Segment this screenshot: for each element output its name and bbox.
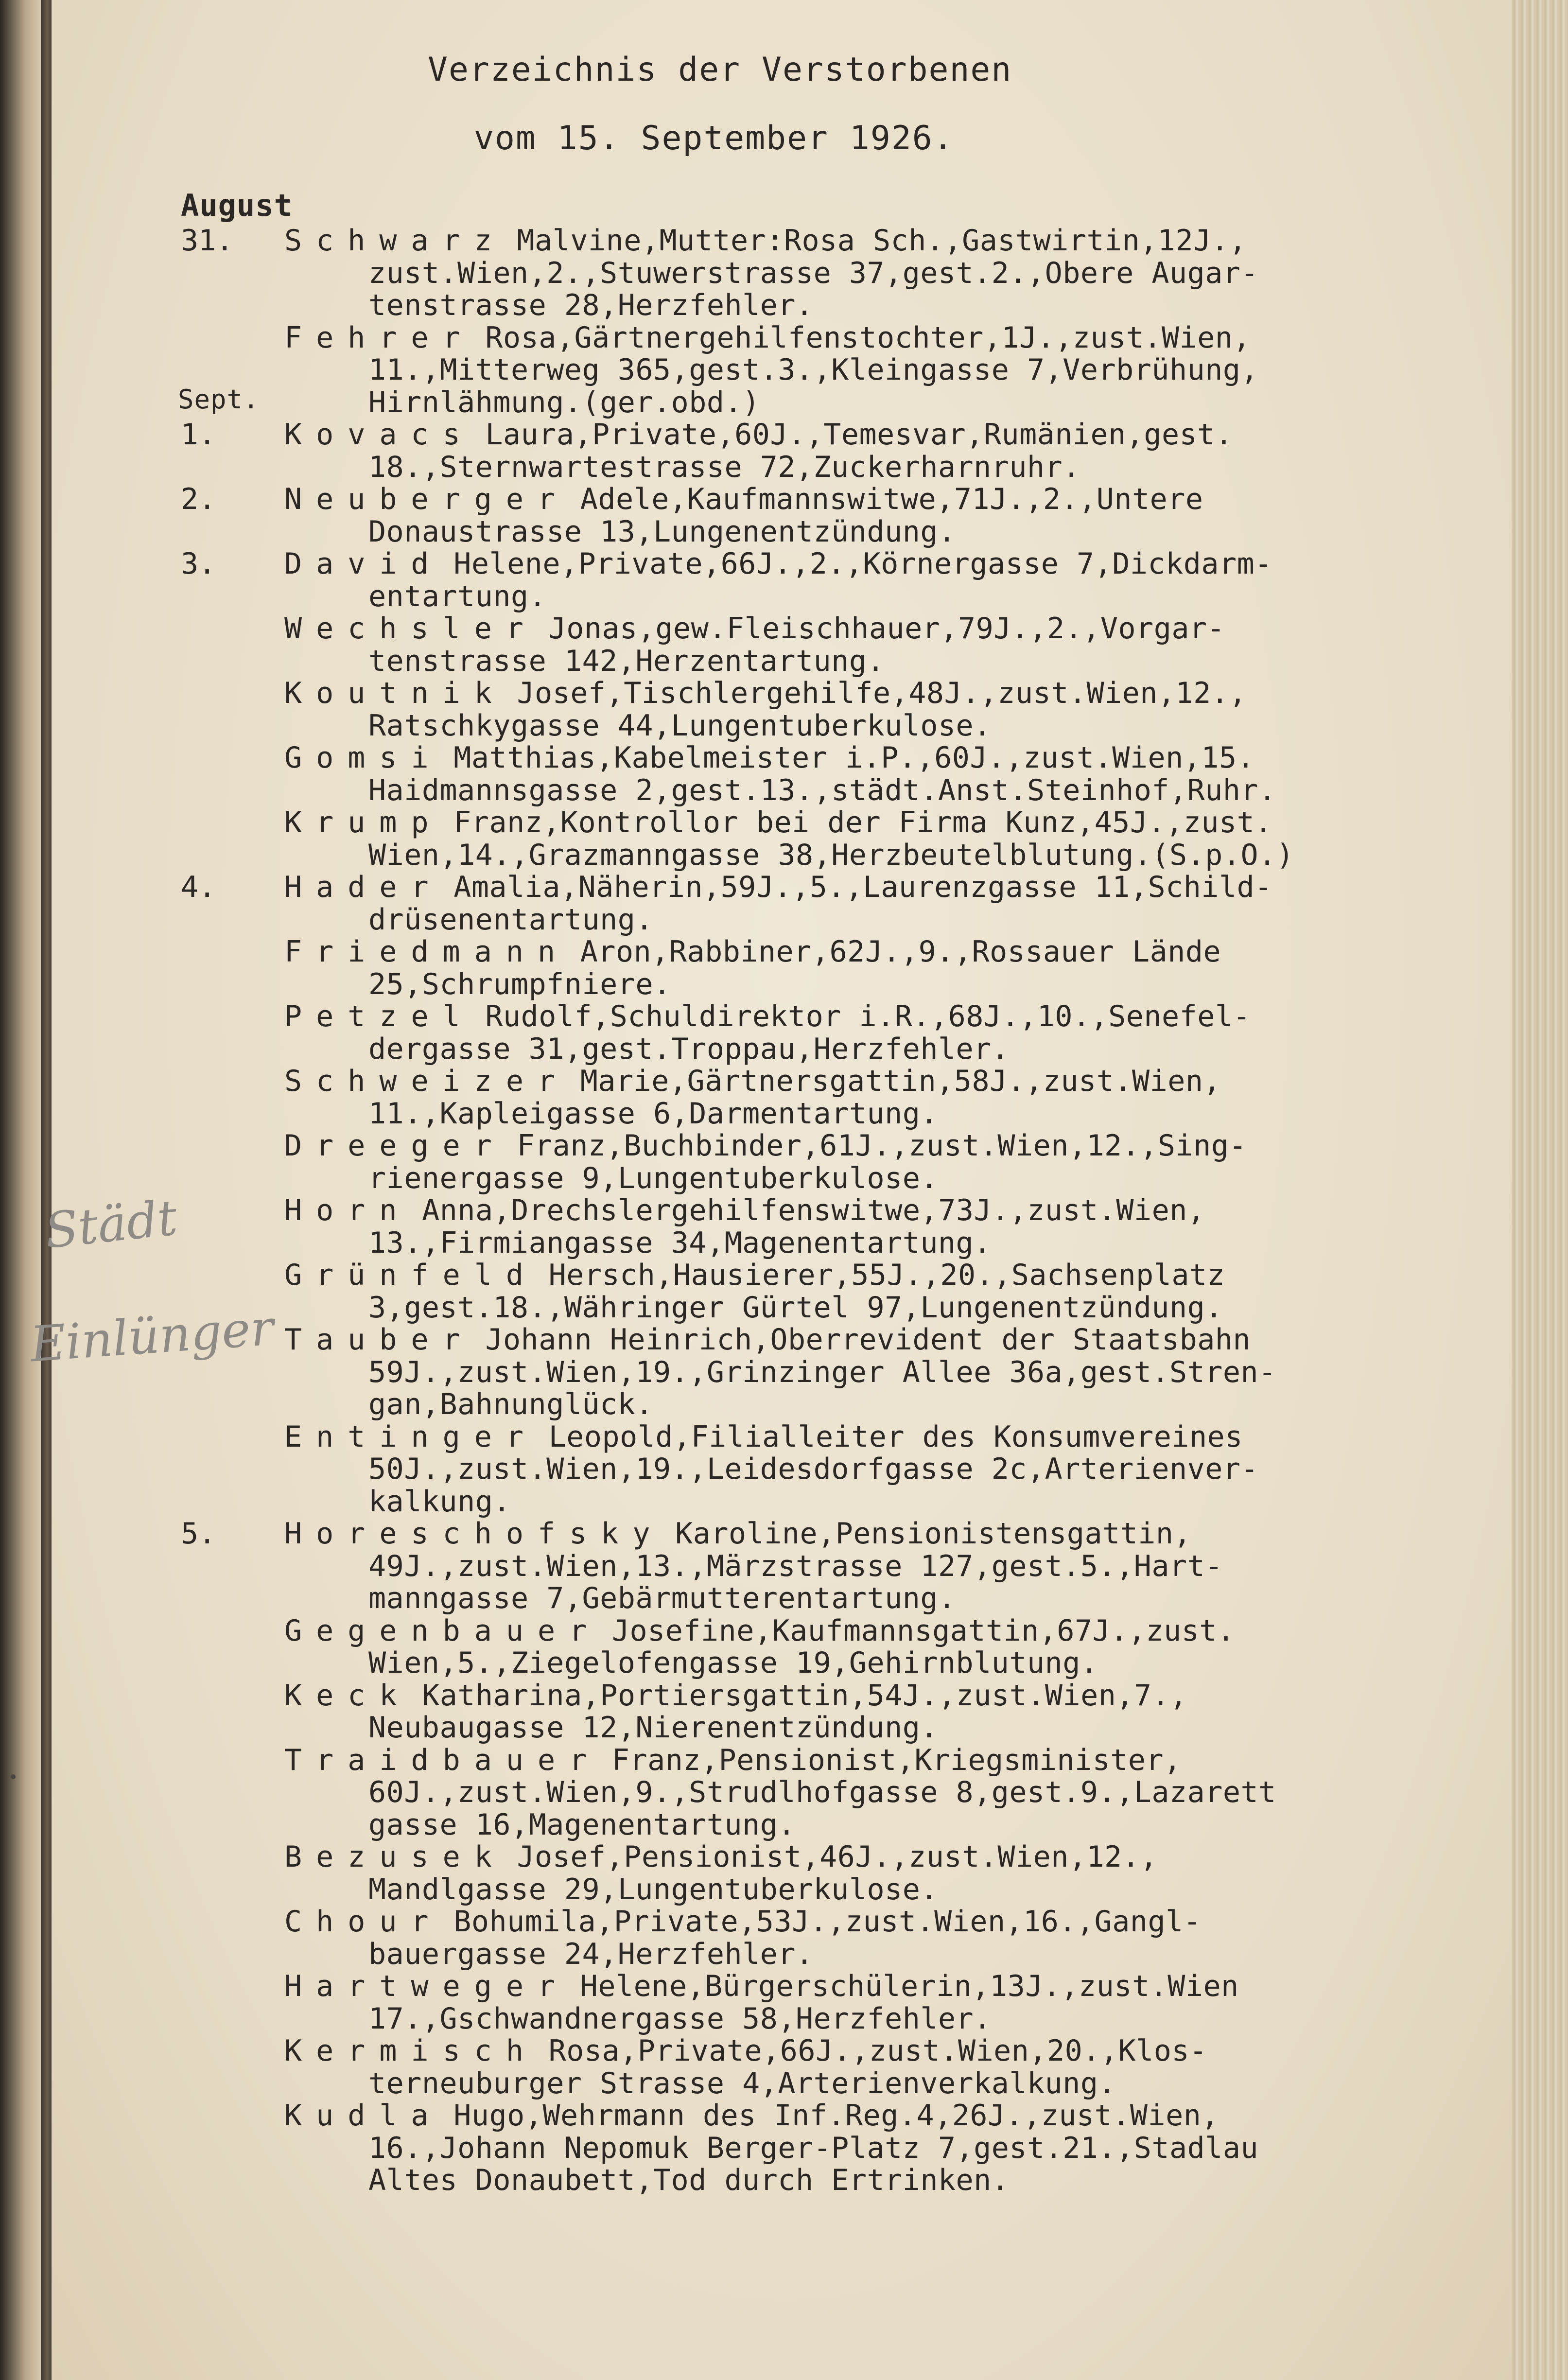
entry-details: Jonas,gew.Fleischhauer,79J.,2.,Vorgar- bbox=[548, 612, 1225, 646]
entry-first-line bbox=[284, 612, 1225, 646]
entry-details: Adele,Kaufmannswitwe,71J.,2.,Untere bbox=[580, 482, 1203, 516]
entry-details: Franz,Pensionist,Kriegsminister, bbox=[611, 1743, 1182, 1777]
entry-details: Hersch,Hausierer,55J.,20.,Sachsenplatz bbox=[548, 1258, 1225, 1292]
entry-continuation-line: Donaustrasse 13,Lungenentzündung. bbox=[368, 514, 956, 549]
month-label-september: Sept. bbox=[178, 384, 260, 415]
entry-continuation-line: tenstrasse 28,Herzfehler. bbox=[368, 288, 814, 322]
entry-details: Helene,Private,66J.,2.,Körnergasse 7,Dickdarm- bbox=[453, 547, 1272, 581]
entry-continuation-line: Haidmannsgasse 2,gest.13.,städt.Anst.Steinhof,Ruhr. bbox=[368, 773, 1276, 807]
entry-date: 1. bbox=[181, 418, 216, 452]
entry-first-line bbox=[284, 1323, 1251, 1357]
entry-continuation-line: 11.,Kapleigasse 6,Darmentartung. bbox=[368, 1096, 938, 1131]
entry-details: Karoline,Pensionistensgattin, bbox=[675, 1517, 1192, 1551]
entry-surname: Schweizer bbox=[284, 1064, 570, 1098]
entry-surname: Entinger bbox=[284, 1419, 538, 1454]
entry-first-line bbox=[284, 1614, 1235, 1648]
entry-details: Aron,Rabbiner,62J.,9.,Rossauer Lände bbox=[580, 935, 1221, 969]
entry-details: Josef,Tischlergehilfe,48J.,zust.Wien,12., bbox=[517, 676, 1247, 710]
facing-page-edge bbox=[0, 0, 47, 2380]
entry-continuation-line: Neubaugasse 12,Nierenentzündung. bbox=[368, 1711, 938, 1745]
entry-details: Laura,Private,60J.,Temesvar,Rumänien,gest. bbox=[485, 418, 1233, 452]
entry-continuation-line: 59J.,zust.Wien,19.,Grinzinger Allee 36a,gest.Stren- bbox=[368, 1355, 1276, 1389]
pencil-mark bbox=[11, 1774, 16, 1779]
entry-surname: Koutnik bbox=[284, 676, 506, 710]
entry-surname: Petzel bbox=[284, 999, 474, 1033]
entry-details: Franz,Buchbinder,61J.,zust.Wien,12.,Sing- bbox=[517, 1129, 1247, 1163]
entry-first-line bbox=[284, 676, 1247, 710]
entry-continuation-line: tenstrasse 142,Herzentartung. bbox=[368, 644, 885, 678]
entry-surname: Kovacs bbox=[284, 418, 474, 452]
entry-first-line bbox=[284, 935, 1221, 969]
page-stack-edge bbox=[1512, 0, 1568, 2380]
entry-surname: Horeschofsky bbox=[284, 1517, 664, 1551]
entry-surname: Hader bbox=[284, 870, 443, 904]
entry-continuation-line: bauergasse 24,Herzfehler. bbox=[368, 1937, 814, 1971]
entry-details: Josefine,Kaufmannsgattin,67J.,zust. bbox=[611, 1613, 1235, 1648]
entry-details: Franz,Kontrollor bei der Firma Kunz,45J.,zust. bbox=[453, 805, 1272, 840]
entry-details: Hugo,Wehrmann des Inf.Reg.4,26J.,zust.Wien, bbox=[453, 2099, 1220, 2133]
entry-surname: Keck bbox=[284, 1678, 411, 1713]
margin-note-stadt: Städt bbox=[42, 1189, 180, 1260]
entry-details: Matthias,Kabelmeister i.P.,60J.,zust.Wien,15. bbox=[453, 741, 1255, 775]
document-subtitle: vom 15. September 1926. bbox=[474, 119, 954, 158]
entry-continuation-line: Hirnlähmung.(ger.obd.) bbox=[368, 385, 760, 420]
entry-details: Anna,Drechslergehilfenswitwe,73J.,zust.Wien, bbox=[422, 1193, 1205, 1227]
entry-first-line bbox=[284, 321, 1251, 355]
entry-surname: Schwarz bbox=[284, 224, 506, 258]
entry-first-line bbox=[284, 547, 1272, 581]
entry-continuation-line: 13.,Firmiangasse 34,Magenentartung. bbox=[368, 1225, 992, 1260]
entry-first-line bbox=[284, 1743, 1182, 1777]
entry-continuation-line: 50J.,zust.Wien,19.,Leidesdorfgasse 2c,Arterienver- bbox=[368, 1452, 1259, 1486]
entry-continuation-line: 11.,Mitterweg 365,gest.3.,Kleingasse 7,Verbrühung, bbox=[368, 353, 1259, 387]
entry-surname: David bbox=[284, 547, 443, 581]
entry-continuation-line: Wien,14.,Grazmanngasse 38,Herzbeutelblutung.(S.p.O.) bbox=[368, 838, 1294, 872]
entry-first-line bbox=[284, 2034, 1207, 2068]
entry-details: Leopold,Filialleiter des Konsumvereines bbox=[548, 1419, 1243, 1454]
entry-surname: Dreeger bbox=[284, 1129, 506, 1163]
entry-date: 3. bbox=[181, 547, 216, 581]
entry-surname: Gomsi bbox=[284, 741, 443, 775]
entry-surname: Friedmann bbox=[284, 935, 570, 969]
entry-continuation-line: terneuburger Strasse 4,Arterienverkalkung. bbox=[368, 2066, 1116, 2100]
entry-continuation-line: 25,Schrumpfniere. bbox=[368, 967, 671, 1001]
entry-surname: Kudla bbox=[284, 2099, 443, 2133]
month-label-august: August bbox=[181, 188, 293, 223]
entry-details: Johann Heinrich,Oberrevident der Staatsbahn bbox=[485, 1323, 1251, 1357]
entry-surname: Kermisch bbox=[284, 2034, 538, 2068]
entry-first-line bbox=[284, 1129, 1247, 1163]
entry-first-line bbox=[284, 805, 1272, 840]
entry-first-line bbox=[284, 224, 1247, 258]
entry-continuation-line: 18.,Sternwartestrasse 72,Zuckerharnruhr. bbox=[368, 450, 1080, 484]
entry-first-line bbox=[284, 1679, 1187, 1713]
entry-details: Marie,Gärtnersgattin,58J.,zust.Wien, bbox=[580, 1064, 1221, 1098]
entry-continuation-line: entartung. bbox=[368, 579, 547, 613]
entry-details: Rosa,Gärtnergehilfenstochter,1J.,zust.Wien, bbox=[485, 320, 1251, 355]
entry-first-line bbox=[284, 1258, 1225, 1292]
entry-date: 2. bbox=[181, 482, 216, 516]
document-title: Verzeichnis der Verstorbenen bbox=[428, 51, 1012, 89]
entry-date: 5. bbox=[181, 1517, 216, 1551]
entry-continuation-line: dergasse 31,gest.Troppau,Herzfehler. bbox=[368, 1032, 1010, 1066]
entry-continuation-line: 49J.,zust.Wien,13.,Märzstrasse 127,gest.5.,Hart- bbox=[368, 1549, 1223, 1583]
entry-continuation-line: Altes Donaubett,Tod durch Ertrinken. bbox=[368, 2163, 1010, 2197]
entry-details: Amalia,Näherin,59J.,5.,Laurenzgasse 11,Schild- bbox=[453, 870, 1272, 904]
entry-continuation-line: manngasse 7,Gebärmutterentartung. bbox=[368, 1581, 956, 1615]
entry-first-line bbox=[284, 1969, 1239, 2003]
entry-details: Bohumila,Private,53J.,zust.Wien,16.,Gangl- bbox=[453, 1905, 1202, 1939]
entry-first-line bbox=[284, 418, 1233, 452]
entry-first-line bbox=[284, 1420, 1243, 1454]
entry-first-line bbox=[284, 1064, 1221, 1098]
entry-surname: Wechsler bbox=[284, 612, 538, 646]
entry-first-line bbox=[284, 870, 1272, 904]
entry-continuation-line: Wien,5.,Ziegelofengasse 19,Gehirnblutung. bbox=[368, 1646, 1098, 1680]
entry-surname: Bezusek bbox=[284, 1840, 506, 1874]
entry-first-line bbox=[284, 741, 1254, 775]
entry-surname: Chour bbox=[284, 1905, 443, 1939]
entry-continuation-line: 17.,Gschwandnergasse 58,Herzfehler. bbox=[368, 2001, 992, 2036]
entry-first-line bbox=[284, 2099, 1219, 2133]
entry-continuation-line: 16.,Johann Nepomuk Berger-Platz 7,gest.21.,Stadlau bbox=[368, 2131, 1259, 2165]
entry-continuation-line: Mandlgasse 29,Lungentuberkulose. bbox=[368, 1872, 938, 1907]
entry-surname: Hartweger bbox=[284, 1969, 570, 2003]
entry-continuation-line: zust.Wien,2.,Stuwerstrasse 37,gest.2.,Obere Augar- bbox=[368, 256, 1259, 290]
entry-first-line bbox=[284, 482, 1203, 516]
entry-continuation-line: gan,Bahnunglück. bbox=[368, 1387, 653, 1421]
entry-surname: Neuberger bbox=[284, 482, 570, 516]
entry-details: Malvine,Mutter:Rosa Sch.,Gastwirtin,12J., bbox=[517, 224, 1247, 258]
margin-note-einlunger: Einlünger bbox=[28, 1299, 276, 1373]
entry-date: 31. bbox=[181, 224, 234, 258]
entry-surname: Grünfeld bbox=[284, 1258, 538, 1292]
entry-continuation-line: gasse 16,Magenentartung. bbox=[368, 1807, 796, 1842]
entry-surname: Gegenbauer bbox=[284, 1613, 601, 1648]
entry-details: Katharina,Portiersgattin,54J.,zust.Wien,7., bbox=[422, 1678, 1187, 1713]
entry-details: Rosa,Private,66J.,zust.Wien,20.,Klos- bbox=[548, 2034, 1207, 2068]
entry-surname: Tauber bbox=[284, 1323, 474, 1357]
entry-surname: Krump bbox=[284, 805, 443, 840]
entry-first-line bbox=[284, 1905, 1201, 1939]
entry-continuation-line: drüsenentartung. bbox=[368, 902, 653, 937]
entry-details: Rudolf,Schuldirektor i.R.,68J.,10.,Senefel- bbox=[485, 999, 1251, 1033]
entry-first-line bbox=[284, 1193, 1205, 1227]
entry-details: Helene,Bürgerschülerin,13J.,zust.Wien bbox=[580, 1969, 1239, 2003]
entry-surname: Traidbauer bbox=[284, 1743, 601, 1777]
entry-continuation-line: Ratschkygasse 44,Lungentuberkulose. bbox=[368, 708, 992, 743]
entry-first-line bbox=[284, 1517, 1191, 1551]
entry-continuation-line: kalkung. bbox=[368, 1484, 511, 1519]
entry-first-line bbox=[284, 999, 1251, 1033]
entry-first-line bbox=[284, 1840, 1158, 1874]
entry-date: 4. bbox=[181, 870, 216, 904]
entry-continuation-line: 60J.,zust.Wien,9.,Strudlhofgasse 8,gest.9.,Lazarett bbox=[368, 1775, 1276, 1809]
entry-surname: Fehrer bbox=[284, 320, 474, 355]
entry-continuation-line: 3,gest.18.,Währinger Gürtel 97,Lungenentzündung. bbox=[368, 1290, 1223, 1325]
entry-details: Josef,Pensionist,46J.,zust.Wien,12., bbox=[517, 1840, 1158, 1874]
entry-continuation-line: rienergasse 9,Lungentuberkulose. bbox=[368, 1161, 938, 1195]
entry-surname: Horn bbox=[284, 1193, 411, 1227]
